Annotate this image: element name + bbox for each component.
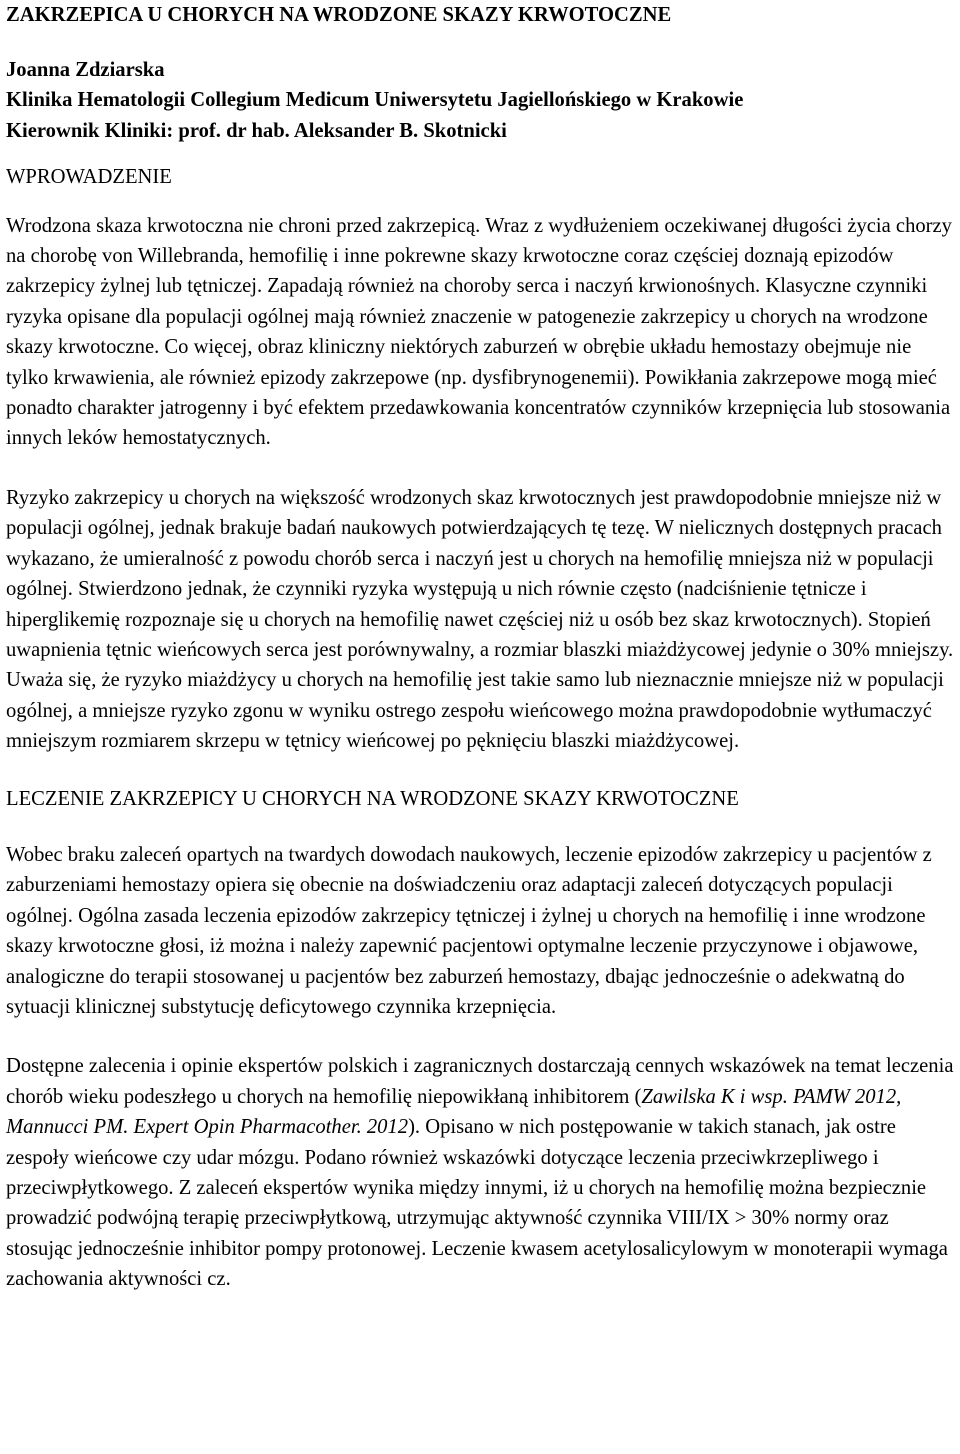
document-title: ZAKRZEPICA U CHORYCH NA WRODZONE SKAZY KRWOTOCZNE <box>6 4 672 26</box>
section-heading-treatment: LECZENIE ZAKRZEPICY U CHORYCH NA WRODZONE SKAZY KRWOTOCZNE <box>6 787 739 810</box>
paragraph-treatment-2-part1: Dostępne zalecenia i opinie ekspertów polskich i zagranicznych dostarczają cennych wskazówek na temat leczenia chorób wieku podeszłego u chorych na hemofilię niepowikłaną inhibitorem ( <box>6 1055 954 1108</box>
paragraph-treatment-2 <box>6 1051 956 1294</box>
section-heading-introduction: WPROWADZENIE <box>6 166 172 189</box>
paragraph-treatment-1: Wobec braku zaleceń opartych na twardych dowodach naukowych, leczenie epizodów zakrzepicy u pacjentów z zaburzeniami hemostazy opiera się obecnie na doświadczeniu oraz adaptacji zaleceń dotyczących populacji ogólnej. Ogólna zasada leczenia epizodów zakrzepicy tętniczej i żylnej u chorych na hemofilię i inne wrodzone skazy krwotoczne głosi, iż można i należy zapewnić pacjentowi optymalne leczenie przyczynowe i objawowe, analogiczne do terapii stosowanej u pacjentów bez zaburzeń hemostazy, dbając jednocześnie o adekwatną do sytuacji klinicznej substytucję deficytowego czynnika krzepnięcia. <box>6 843 932 1018</box>
citation: Zawilska K i wsp. PAMW 2012, Mannucci PM. Expert Opin Pharmacother. 2012 <box>6 1085 902 1139</box>
author-name: Joanna Zdziarska <box>6 59 165 81</box>
author-block <box>6 55 956 146</box>
paragraph-treatment-2-part2: ). Opisano w nich postępowanie w takich stanach, jak ostre zespoły wieńcowe czy udar mózgu. Podano również wskazówki dotyczące leczenia przeciwkrzepliwego i przeciwpłytkowego. Z zaleceń ekspertów wynika między innymi, iż u chorych na hemofilię można bezpiecznie prowadzić podwójną terapię przeciwpłytkową, utrzymując aktywność czynnika VIII/IX > 30% normy oraz stosując jednocześnie inhibitor pompy protonowej. Leczenie kwasem acetylosalicylowym w monoterapii wymaga zachowania aktywności cz. <box>6 1116 948 1291</box>
paragraph-introduction-1: Wrodzona skaza krwotoczna nie chroni przed zakrzepicą. Wraz z wydłużeniem oczekiwanej długości życia chorzy na chorobę von Willebranda, hemofilię i inne pokrewne skazy krwotoczne coraz częściej doznają epizodów zakrzepicy żylnej lub tętniczej. Zapadają również na choroby serca i naczyń krwionośnych. Klasyczne czynniki ryzyka opisane dla populacji ogólnej mają również znaczenie w patogenezie zakrzepicy u chorych na wrodzone skazy krwotoczne. Co więcej, obraz kliniczny niektórych zaburzeń w obrębie układu hemostazy obejmuje nie tylko krwawienia, ale również epizody zakrzepowe (np. dysfibrynogenemii). Powikłania zakrzepowe mogą mieć ponadto charakter jatrogenny i być efektem przedawkowania koncentratów czynników krzepnięcia lub stosowania innych leków hemostatycznych. <box>6 214 952 450</box>
paragraph-introduction-2: Ryzyko zakrzepicy u chorych na większość wrodzonych skaz krwotocznych jest prawdopodobnie mniejsze niż w populacji ogólnej, jednak brakuje badań naukowych potwierdzających tę tezę. W nielicznych dostępnych pracach wykazano, że umieralność z powodu chorób serca i naczyń jest u chorych na hemofilię mniejsza niż w populacji ogólnej. Stwierdzono jednak, że czynniki ryzyka występują u nich równie często (nadciśnienie tętnicze i hiperglikemię rozpoznaje się u chorych na hemofilię nawet częściej niż u osób bez skaz krwotocznych). Stopień uwapnienia tętnic wieńcowych serca jest porównywalny, a rozmiar blaszki miażdżycowej jedynie o 30% mniejszy. Uważa się, że ryzyko miażdżycy u chorych na hemofilię jest takie samo lub nieznacznie mniejsze niż w populacji ogólnej, a mniejsze ryzyko zgonu w wyniku ostrego zespołu wieńcowego można prawdopodobnie wytłumaczyć mniejszym rozmiarem skrzepu w tętnicy wieńcowej po pęknięciu blaszki miażdżycowej. <box>6 486 954 753</box>
author-affiliation: Klinika Hematologii Collegium Medicum Uniwersytetu Jagiellońskiego w Krakowie <box>6 89 744 112</box>
head-of-clinic: Kierownik Kliniki: prof. dr hab. Aleksander B. Skotnicki <box>6 119 507 142</box>
